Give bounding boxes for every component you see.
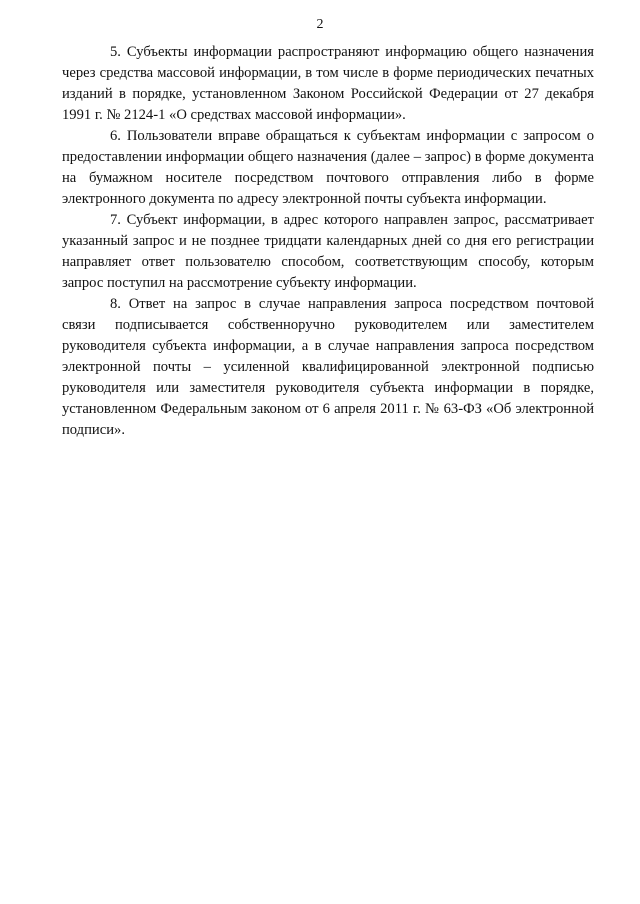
paragraph-6: 6. Пользователи вправе обращаться к субъектам информации с запросом о предоставлении информации общего назначения (далее – запрос) в форме документа на бумажном носителе посредством почтового отправления либо в форме электронного документа по адресу электронной почты субъекта информации.	[62, 128, 594, 207]
paragraph-5: 5. Субъекты информации распространяют информацию общего назначения через средства массовой информации, в том числе в форме периодических печатных изданий в порядке, установленном Законом Российской Федерации от 27 декабря 1991 г. № 2124-1 «О средствах массовой информации».	[62, 44, 594, 123]
paragraph-7: 7. Субъект информации, в адрес которого направлен запрос, рассматривает указанный запрос и не позднее тридцати календарных дней со дня его регистрации направляет ответ пользователю способом, соответствующим способу, которым запрос поступил на рассмотрение субъекту информации.	[62, 212, 594, 291]
page-number: 2	[316, 17, 324, 32]
document-body	[62, 42, 594, 441]
paragraph-8: 8. Ответ на запрос в случае направления запроса посредством почтовой связи подписывается собственноручно руководителем или заместителем руководителя субъекта информации, а в случае направления запроса посредством электронной почты – усиленной квалифицированной электронной подписью руководителя или заместителя руководителя субъекта информации в порядке, установленном Федеральным законом от 6 апреля 2011 г. № 63-ФЗ «Об электронной подписи».	[62, 296, 594, 438]
